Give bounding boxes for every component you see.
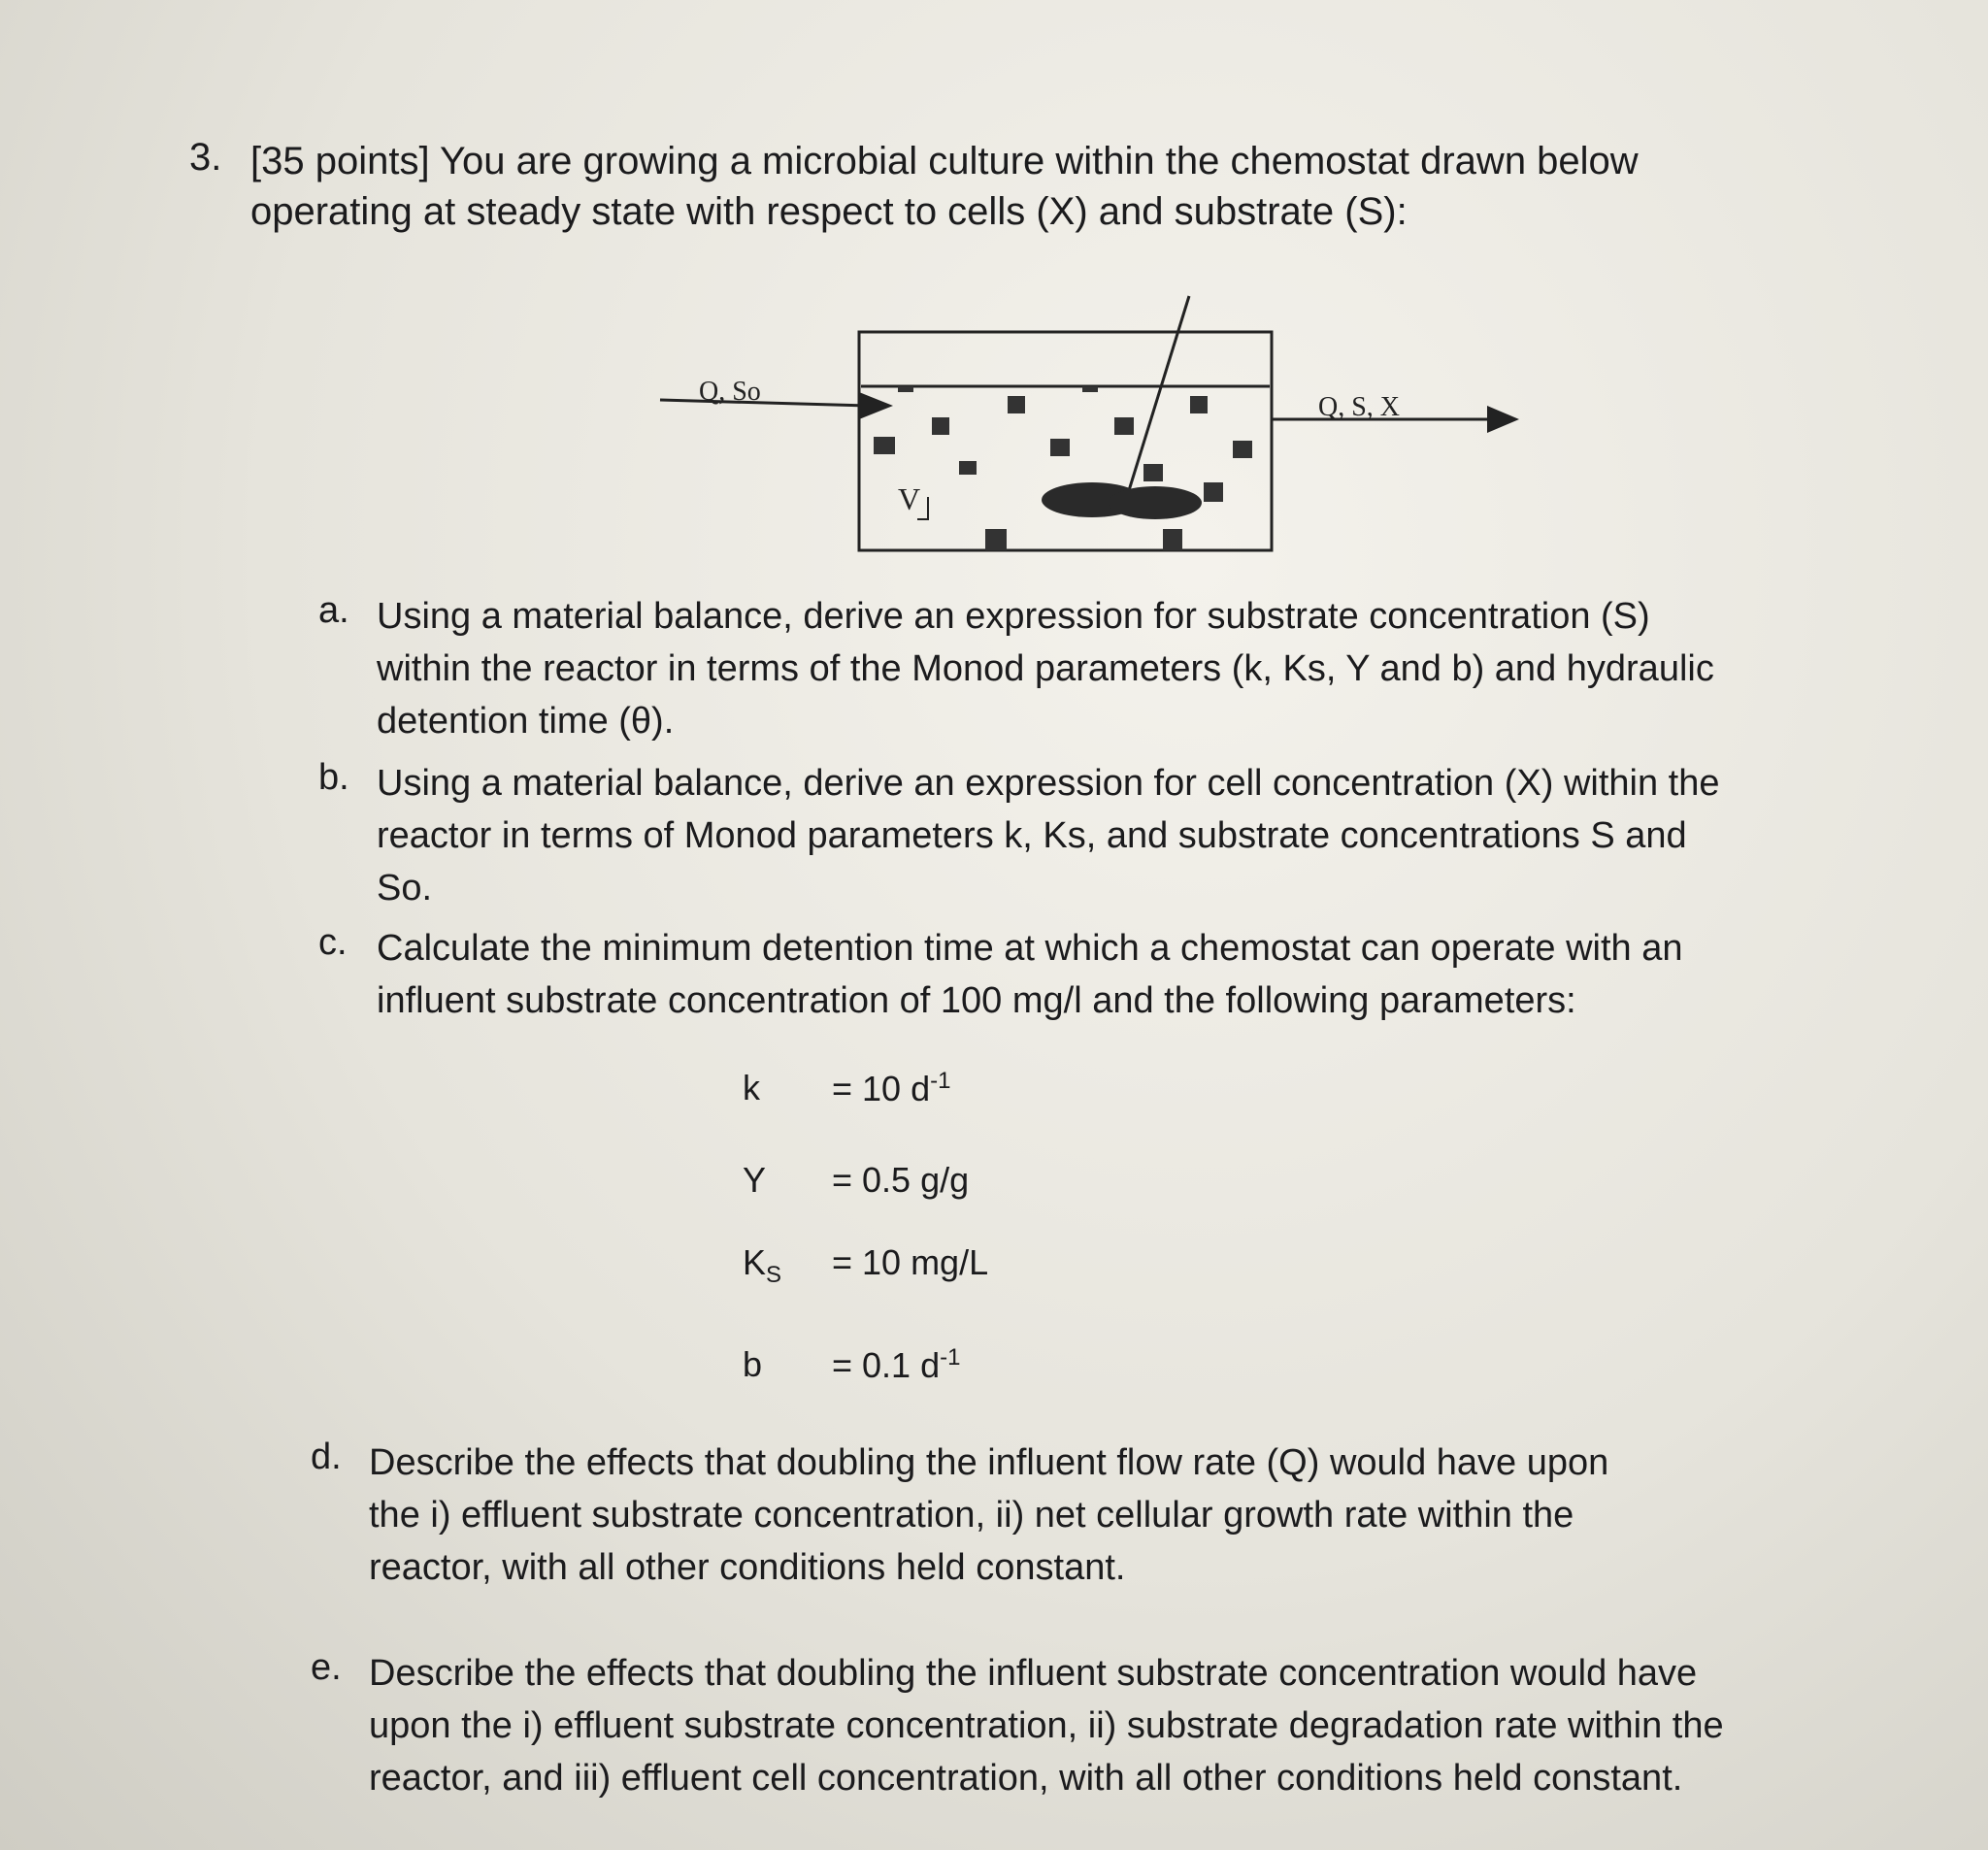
parameter-symbol: k: [743, 1068, 760, 1107]
part-label: b.: [318, 757, 349, 798]
question-text: [35 points] You are growing a microbial culture within the chemostat drawn below operating at steady state with respect to cells (X) and substrate (S):: [250, 140, 1639, 233]
cell-particle: [1114, 417, 1134, 435]
part-label: e.: [311, 1647, 342, 1688]
part-text: Using a material balance, derive an expression for cell concentration (X) within the reactor in terms of Monod parameters k, Ks, and substrate concentrations S and So.: [377, 763, 1720, 908]
outlet-label: Q, S, X: [1318, 392, 1401, 422]
part-label: d.: [311, 1437, 342, 1477]
part-text: Using a material balance, derive an expression for substrate concentration (S) within the reactor in terms of the Monod parameters (k, Ks, Y and b) and hydraulic detention time (θ).: [377, 596, 1714, 742]
chemostat-diagram: [650, 291, 1524, 573]
cell-particle: [932, 417, 949, 435]
parameter-symbol: K: [743, 1242, 767, 1282]
parameter-value: = 0.5 g/g: [832, 1160, 970, 1200]
parameter-value-group: [832, 1068, 950, 1109]
part-text: Describe the effects that doubling the influent substrate concentration would have upon the i) effluent substrate concentration, ii) substrate degradation rate within the reactor, and iii) effluent cell concentration, with all other conditions held constant.: [369, 1653, 1724, 1799]
mixer-impeller: [1109, 486, 1202, 519]
inlet-label: Q, So: [699, 377, 761, 407]
cell-particle: [1190, 396, 1208, 413]
cell-particle: [959, 461, 977, 475]
cell-particle: [985, 529, 1007, 550]
parameter-value: = 0.1 d: [832, 1345, 941, 1385]
part-text: Calculate the minimum detention time at which a chemostat can operate with an influent substrate concentration of 100 mg/l and the following parameters:: [377, 928, 1683, 1021]
cell-particle: [898, 386, 913, 392]
part-text: Describe the effects that doubling the influent flow rate (Q) would have upon the i) effluent substrate concentration, ii) net cellular growth rate within the reactor, with all other conditions held constant.: [369, 1442, 1609, 1588]
cell-particle: [1163, 529, 1182, 550]
parameter-exponent: -1: [930, 1068, 951, 1094]
parameter-symbol-group: [743, 1242, 781, 1289]
part-label: a.: [318, 590, 349, 631]
cell-particle: [1050, 439, 1070, 456]
parameter-symbol: b: [743, 1344, 763, 1384]
parameter-subscript: S: [766, 1262, 782, 1289]
parameter-symbol: Y: [743, 1160, 767, 1200]
volume-label: V: [898, 481, 921, 516]
inlet-arrowhead: [859, 392, 893, 419]
parameter-value-group: [832, 1160, 969, 1201]
parameter-exponent: -1: [940, 1344, 961, 1371]
cell-particles: [874, 386, 1252, 550]
cell-particle: [874, 437, 895, 454]
question-number: 3.: [189, 136, 222, 179]
parameter-value-group: [832, 1344, 960, 1386]
cell-particle: [1143, 464, 1163, 481]
parameter-value: = 10 mg/L: [832, 1242, 989, 1282]
outlet-arrowhead: [1487, 406, 1519, 433]
parameter-value-group: [832, 1242, 988, 1283]
parameter-value: = 10 d: [832, 1069, 931, 1108]
cell-particle: [1082, 386, 1098, 392]
inlet-arrow-line: [660, 400, 869, 406]
cell-particle: [1233, 441, 1252, 458]
cell-particle: [1008, 396, 1025, 413]
part-label: c.: [318, 922, 348, 963]
cell-particle: [1204, 482, 1223, 502]
